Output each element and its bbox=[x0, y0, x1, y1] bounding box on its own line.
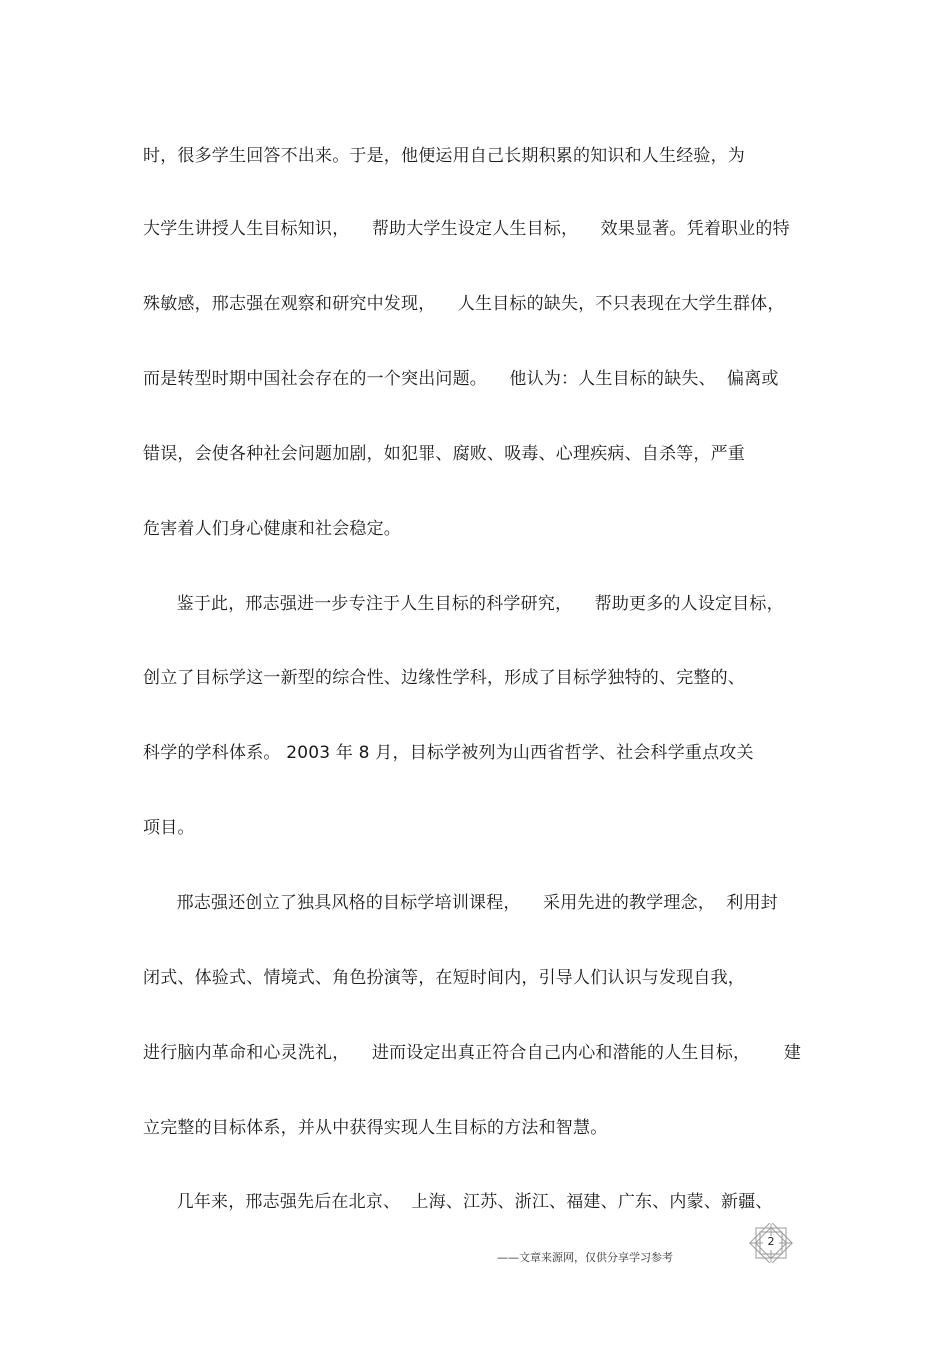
page-number-badge bbox=[748, 1223, 794, 1263]
source-note: ——文章来源网，仅供分享学习参考 bbox=[497, 1251, 673, 1264]
body-text-line-14: 立完整的目标体系，并从中获得实现人生目标的方法和智慧。 bbox=[143, 1118, 608, 1138]
body-text-line-13: 进行脑内革命和心灵洗礼， 进而设定出真正符合自己内心和潜能的人生目标， 建 bbox=[143, 1043, 802, 1063]
body-text-line-8: 创立了目标学这一新型的综合性、边缘性学科，形成了目标学独特的、完整的、 bbox=[143, 668, 745, 688]
body-text-line-3: 殊敏感，邢志强在观察和研究中发现， 人生目标的缺失，不只表现在大学生群体， bbox=[143, 294, 785, 314]
body-text-line-6: 危害着人们身心健康和社会稳定。 bbox=[143, 519, 401, 539]
body-text-line-11: 邢志强还创立了独具风格的目标学培训课程， 采用先进的教学理念， 利用封 bbox=[143, 893, 778, 913]
body-text-line-12: 闭式、体验式、情境式、角色扮演等，在短时间内，引导人们认识与发现自我， bbox=[143, 968, 745, 988]
body-text-line-5: 错误，会使各种社会问题加剧，如犯罪、腐败、吸毒、心理疾病、自杀等，严重 bbox=[143, 444, 745, 464]
body-text-line-1: 时，很多学生回答不出来。于是，他便运用自己长期积累的知识和人生经验，为 bbox=[143, 146, 745, 166]
body-text-line-2: 大学生讲授人生目标知识， 帮助大学生设定人生目标， 效果显著。凭着职业的特 bbox=[143, 219, 790, 239]
page-number: 2 bbox=[767, 1235, 775, 1248]
body-text-line-7: 鉴于此，邢志强进一步专注于人生目标的科学研究， 帮助更多的人设定目标， bbox=[143, 594, 784, 614]
body-text-line-9: 科学的学科体系。 2003 年 8 月，目标学被列为山西省哲学、社会科学重点攻关 bbox=[143, 743, 754, 763]
body-text-line-4: 而是转型时期中国社会存在的一个突出问题。 他认为：人生目标的缺失、 偏离或 bbox=[143, 369, 779, 389]
body-text-line-15: 几年来，邢志强先后在北京、 上海、江苏、浙江、福建、广东、内蒙、新疆、 bbox=[143, 1192, 773, 1212]
body-text-line-10: 项目。 bbox=[143, 818, 195, 838]
